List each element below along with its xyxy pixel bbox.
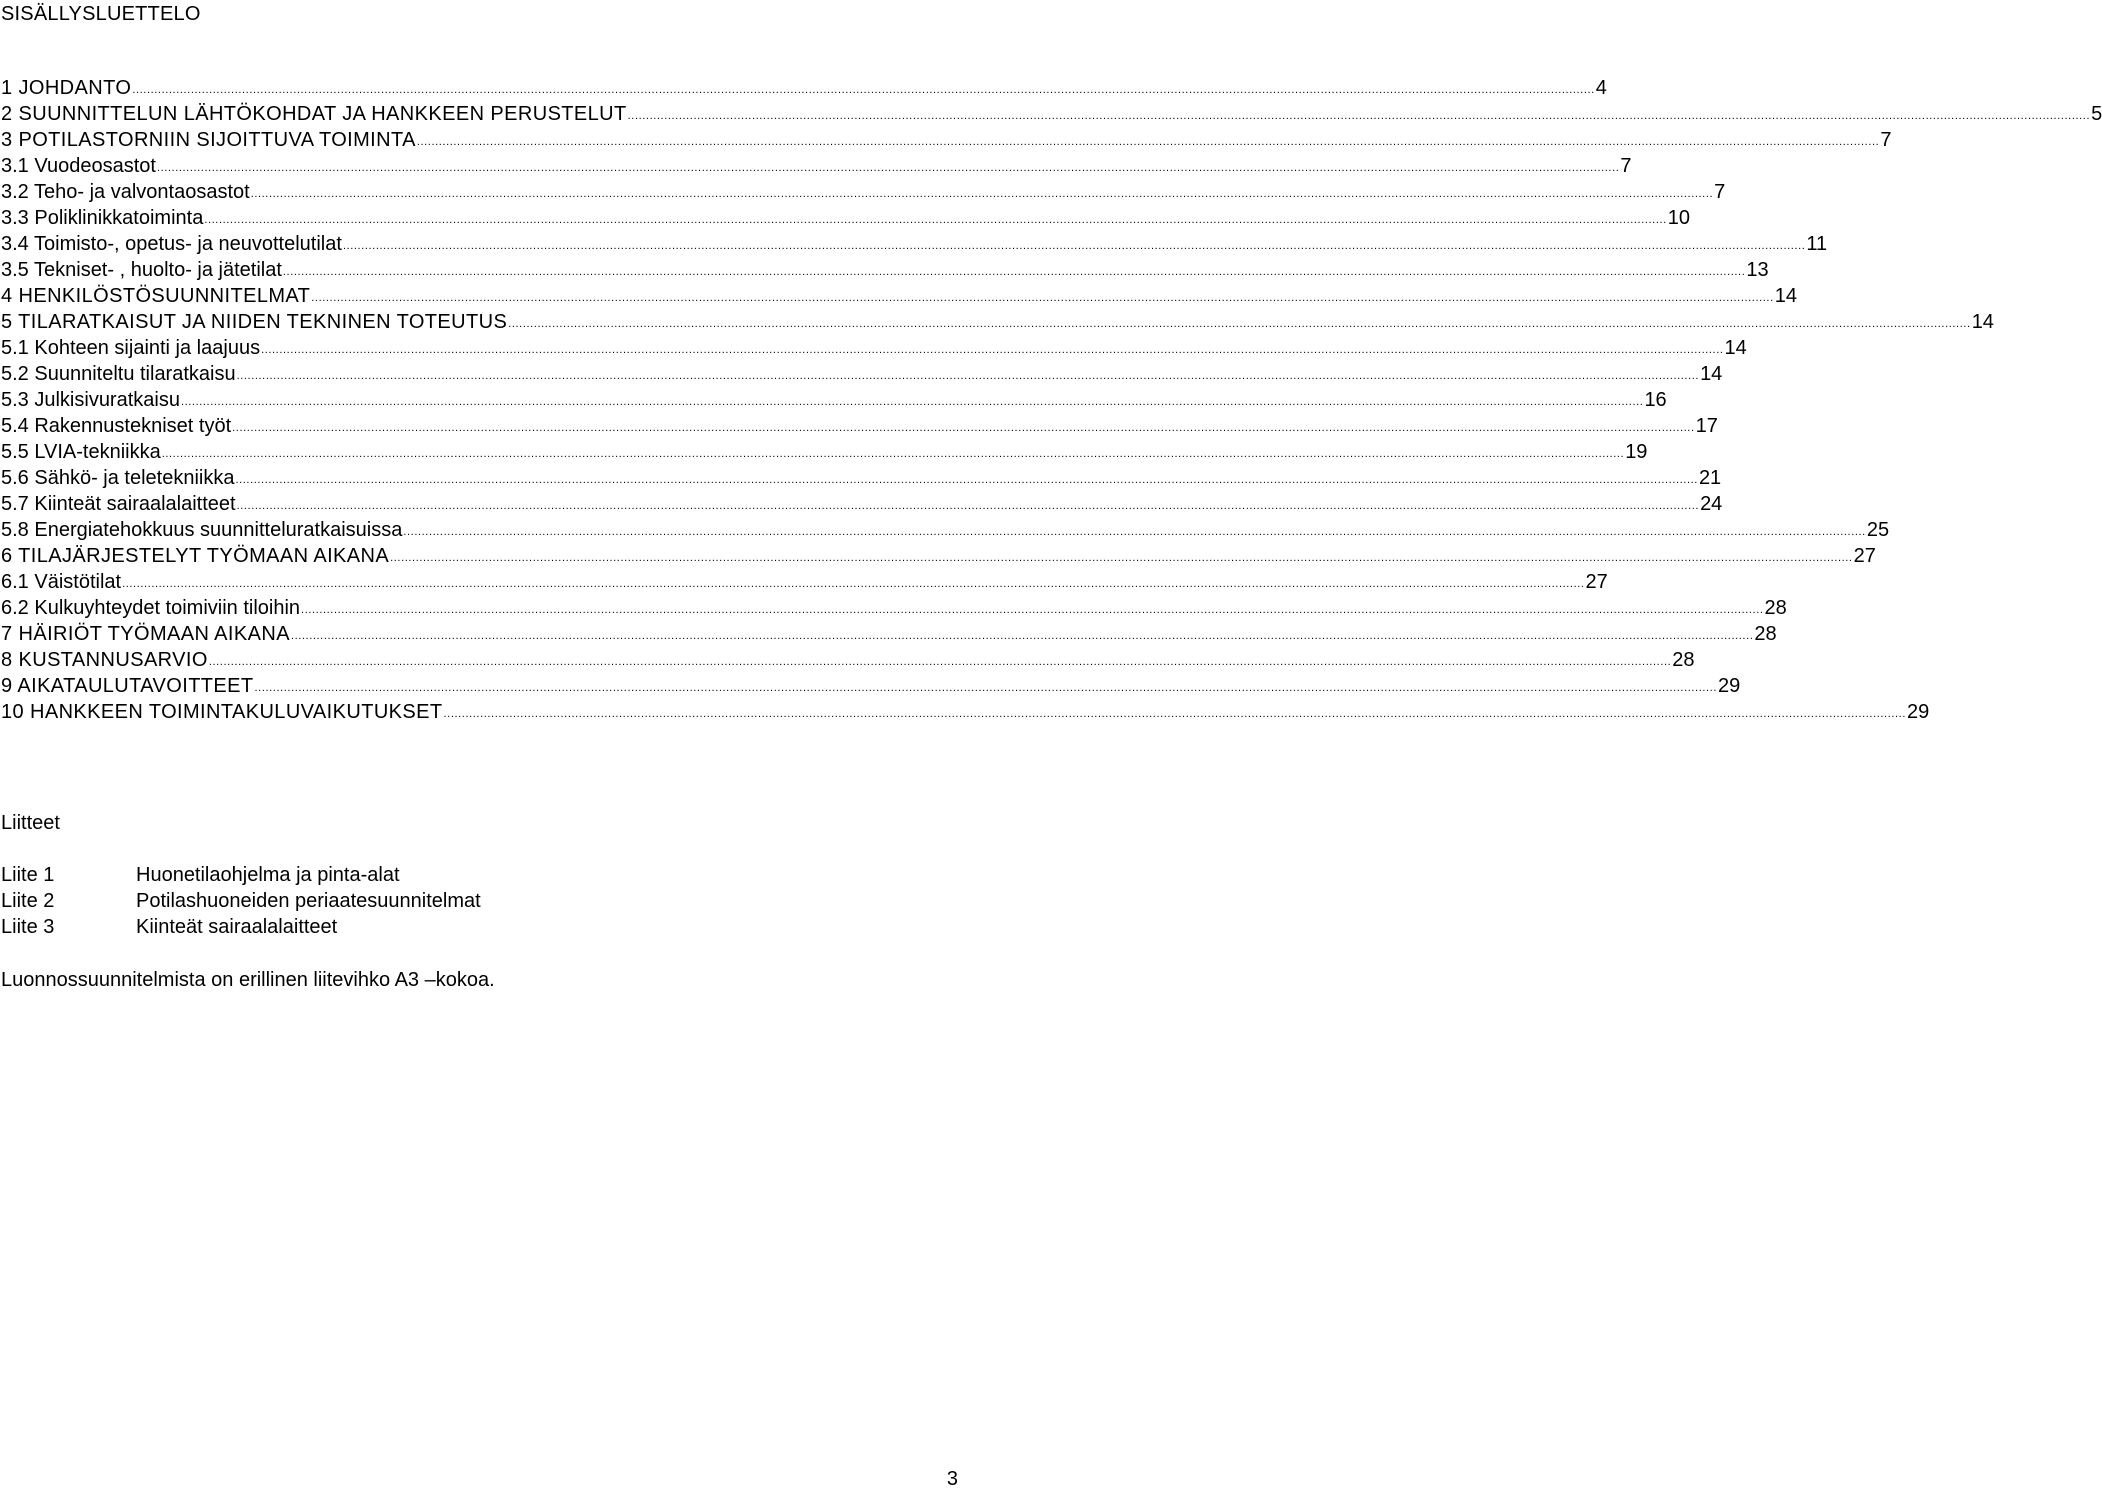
- attachment-item: [1, 862, 481, 888]
- toc-entry[interactable]: [1, 179, 1726, 205]
- toc-entry-page: 14: [1971, 311, 1994, 333]
- attachment-item: [1, 888, 481, 914]
- toc-entry-page: 13: [1746, 259, 1769, 281]
- toc-entry[interactable]: [1, 673, 1741, 699]
- toc-entry-label: 3.3 Poliklinikkatoiminta: [1, 207, 204, 229]
- toc-leader-dots: ................................................................................................................................................................................................................................................................................................................................................................................................................: [208, 656, 1672, 668]
- toc-leader-dots: ................................................................................................................................................................................................................................................................................................................................................................................................................: [236, 500, 1700, 512]
- attachment-title: Kiinteät sairaalalaitteet: [136, 916, 338, 938]
- toc-entry-label: 3.2 Teho- ja valvontaosastot: [1, 181, 250, 203]
- toc-entry[interactable]: [1, 569, 1608, 595]
- toc-entry-label: 5.5 LVIA-tekniikka: [1, 441, 161, 463]
- toc-entry-label: 9 AIKATAULUTAVOITTEET: [1, 675, 254, 697]
- toc-entry[interactable]: [1, 205, 1691, 231]
- toc-entry-label: 5 TILARATKAISUT JA NIIDEN TEKNINEN TOTEUTUS: [1, 311, 508, 333]
- toc-leader-dots: ................................................................................................................................................................................................................................................................................................................................................................................................................: [311, 292, 1774, 304]
- toc-entry-label: 8 KUSTANNUSARVIO: [1, 649, 208, 671]
- toc-entry[interactable]: [1, 335, 1747, 361]
- toc-entry[interactable]: [1, 517, 1890, 543]
- toc-entry-label: 10 HANKKEEN TOIMINTAKULUVAIKUTUKSET: [1, 701, 443, 723]
- note-text: Luonnossuunnitelmista on erillinen liitevihko A3 –kokoa.: [1, 969, 495, 991]
- table-of-contents: [1, 75, 2102, 725]
- toc-entry[interactable]: [1, 361, 1723, 387]
- toc-leader-dots: ................................................................................................................................................................................................................................................................................................................................................................................................................: [122, 578, 1585, 590]
- toc-entry[interactable]: [1, 283, 1797, 309]
- toc-leader-dots: ................................................................................................................................................................................................................................................................................................................................................................................................................: [403, 526, 1866, 538]
- toc-entry[interactable]: [1, 257, 1769, 283]
- toc-entry-page: 14: [1700, 363, 1723, 385]
- toc-leader-dots: ................................................................................................................................................................................................................................................................................................................................................................................................................: [180, 396, 1644, 408]
- toc-entry-page: 17: [1695, 415, 1718, 437]
- toc-leader-dots: ................................................................................................................................................................................................................................................................................................................................................................................................................: [261, 344, 1724, 356]
- toc-leader-dots: ................................................................................................................................................................................................................................................................................................................................................................................................................: [132, 84, 1595, 96]
- toc-leader-dots: ................................................................................................................................................................................................................................................................................................................................................................................................................: [301, 604, 1764, 616]
- attachments-title: Liitteet: [1, 812, 60, 834]
- toc-leader-dots: ................................................................................................................................................................................................................................................................................................................................................................................................................: [254, 682, 1717, 694]
- toc-entry[interactable]: [1, 491, 1723, 517]
- toc-entry-page: 10: [1667, 207, 1691, 229]
- toc-entry-page: 25: [1866, 519, 1890, 541]
- toc-leader-dots: ................................................................................................................................................................................................................................................................................................................................................................................................................: [508, 318, 1971, 330]
- toc-entry-page: 28: [1754, 623, 1777, 645]
- toc-entry-label: 1 JOHDANTO: [1, 77, 132, 99]
- toc-entry-page: 27: [1853, 545, 1876, 567]
- toc-leader-dots: ................................................................................................................................................................................................................................................................................................................................................................................................................: [390, 552, 1853, 564]
- attachment-id: Liite 3: [1, 916, 55, 938]
- toc-entry[interactable]: [1, 127, 1892, 153]
- attachment-title: Potilashuoneiden periaatesuunnitelmat: [136, 890, 481, 912]
- toc-entry-label: 5.4 Rakennustekniset työt: [1, 415, 232, 437]
- toc-entry-page: 27: [1585, 571, 1608, 593]
- toc-leader-dots: ................................................................................................................................................................................................................................................................................................................................................................................................................: [627, 110, 2091, 122]
- toc-entry-page: 11: [1806, 233, 1828, 255]
- toc-entry-page: 16: [1644, 389, 1667, 411]
- toc-leader-dots: ................................................................................................................................................................................................................................................................................................................................................................................................................: [282, 266, 1746, 278]
- attachment-title: Huonetilaohjelma ja pinta-alat: [136, 864, 400, 886]
- toc-entry-page: 19: [1625, 441, 1648, 463]
- toc-entry[interactable]: [1, 309, 1994, 335]
- toc-entry-page: 4: [1595, 77, 1607, 99]
- toc-entry-page: 7: [1620, 155, 1632, 177]
- toc-entry[interactable]: [1, 387, 1667, 413]
- toc-entry[interactable]: [1, 465, 1722, 491]
- toc-leader-dots: ................................................................................................................................................................................................................................................................................................................................................................................................................: [204, 214, 1667, 226]
- toc-entry[interactable]: [1, 75, 1607, 101]
- toc-entry-label: 5.2 Suunniteltu tilaratkaisu: [1, 363, 236, 385]
- toc-entry-label: 2 SUUNNITTELUN LÄHTÖKOHDAT JA HANKKEEN PERUSTELUT: [1, 103, 627, 125]
- toc-entry-page: 28: [1764, 597, 1787, 619]
- toc-entry-page: 29: [1906, 701, 1930, 723]
- toc-entry-label: 3.1 Vuodeosastot: [1, 155, 156, 177]
- toc-leader-dots: ................................................................................................................................................................................................................................................................................................................................................................................................................: [161, 448, 1625, 460]
- toc-leader-dots: ................................................................................................................................................................................................................................................................................................................................................................................................................: [416, 136, 1880, 148]
- toc-entry[interactable]: [1, 231, 1828, 257]
- toc-entry-label: 3.5 Tekniset- , huolto- ja jätetilat: [1, 259, 282, 281]
- toc-entry[interactable]: [1, 439, 1648, 465]
- toc-leader-dots: ................................................................................................................................................................................................................................................................................................................................................................................................................: [236, 370, 1700, 382]
- toc-entry-label: 3.4 Toimisto-, opetus- ja neuvottelutilat: [1, 233, 342, 255]
- toc-entry-label: 5.3 Julkisivuratkaisu: [1, 389, 180, 411]
- toc-entry-label: 7 HÄIRIÖT TYÖMAAN AIKANA: [1, 623, 290, 645]
- toc-entry-label: 4 HENKILÖSTÖSUUNNITELMAT: [1, 285, 311, 307]
- toc-entry-page: 14: [1774, 285, 1797, 307]
- toc-entry-page: 28: [1672, 649, 1695, 671]
- toc-entry-page: 5: [2091, 103, 2102, 125]
- toc-entry-page: 14: [1724, 337, 1747, 359]
- toc-entry[interactable]: [1, 153, 1632, 179]
- toc-leader-dots: ................................................................................................................................................................................................................................................................................................................................................................................................................: [156, 162, 1620, 174]
- toc-entry[interactable]: [1, 543, 1876, 569]
- toc-entry[interactable]: [1, 621, 1777, 647]
- page-title: SISÄLLYSLUETTELO: [1, 3, 201, 25]
- toc-entry-label: 5.7 Kiinteät sairaalalaitteet: [1, 493, 236, 515]
- toc-leader-dots: ................................................................................................................................................................................................................................................................................................................................................................................................................: [235, 474, 1698, 486]
- toc-entry-label: 6 TILAJÄRJESTELYT TYÖMAAN AIKANA: [1, 545, 390, 567]
- toc-entry-label: 5.1 Kohteen sijainti ja laajuus: [1, 337, 261, 359]
- toc-entry-label: 6.1 Väistötilat: [1, 571, 122, 593]
- toc-entry[interactable]: [1, 413, 1718, 439]
- toc-leader-dots: ................................................................................................................................................................................................................................................................................................................................................................................................................: [342, 240, 1806, 252]
- toc-entry-page: 29: [1718, 675, 1741, 697]
- page-number: 3: [946, 1468, 958, 1490]
- attachments-list: [1, 862, 481, 940]
- toc-entry-label: 3 POTILASTORNIIN SIJOITTUVA TOIMINTA: [1, 129, 416, 151]
- attachment-id: Liite 2: [1, 890, 55, 912]
- toc-entry-page: 24: [1700, 493, 1723, 515]
- toc-leader-dots: ................................................................................................................................................................................................................................................................................................................................................................................................................: [443, 708, 1906, 720]
- toc-entry[interactable]: [1, 647, 1695, 673]
- toc-leader-dots: ................................................................................................................................................................................................................................................................................................................................................................................................................: [232, 422, 1695, 434]
- toc-entry-label: 5.8 Energiatehokkuus suunnitteluratkaisuissa: [1, 519, 403, 541]
- toc-entry-page: 7: [1714, 181, 1726, 203]
- toc-entry-label: 6.2 Kulkuyhteydet toimiviin tiloihin: [1, 597, 301, 619]
- toc-entry-page: 7: [1880, 129, 1892, 151]
- attachment-id: Liite 1: [1, 864, 55, 886]
- toc-entry-page: 21: [1698, 467, 1722, 489]
- attachment-item: [1, 914, 481, 940]
- toc-leader-dots: ................................................................................................................................................................................................................................................................................................................................................................................................................: [250, 188, 1714, 200]
- toc-entry-label: 5.6 Sähkö- ja teletekniikka: [1, 467, 235, 489]
- toc-leader-dots: ................................................................................................................................................................................................................................................................................................................................................................................................................: [290, 630, 1754, 642]
- toc-entry[interactable]: [1, 595, 1787, 621]
- toc-entry[interactable]: [1, 699, 1930, 725]
- toc-entry[interactable]: [1, 101, 2102, 127]
